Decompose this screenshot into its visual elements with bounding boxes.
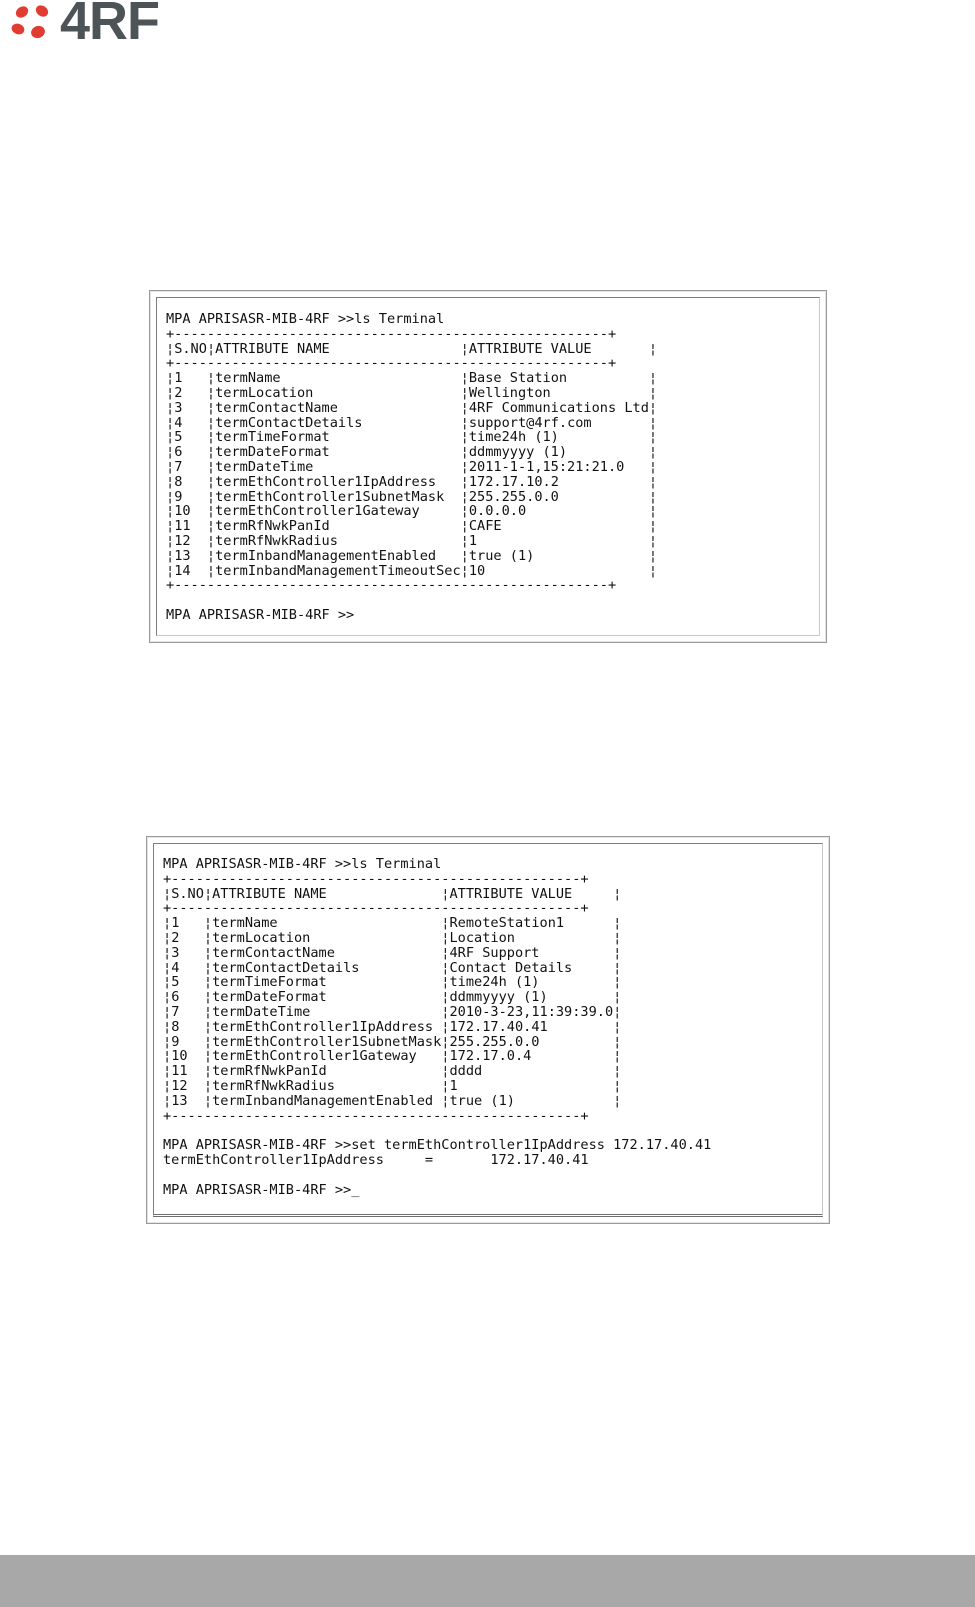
table-row: ¦8 ¦termEthController1IpAddress ¦172.17.40.41 ¦ [163, 1018, 622, 1035]
cell-sno: 10 [174, 503, 191, 520]
cell-sno: 8 [171, 1018, 180, 1035]
table-row: ¦4 ¦termContactDetails ¦support@4rf.com ¦ [166, 414, 658, 431]
cell-value: Base Station [468, 370, 568, 387]
table-row: ¦10 ¦termEthController1Gateway ¦172.17.0.4 ¦ [163, 1048, 622, 1065]
cell-value: ddmmyyyy (1) [468, 444, 568, 461]
table-row: ¦9 ¦termEthController1SubnetMask¦255.255.0.0 ¦ [163, 1033, 622, 1050]
cell-value: Contact Details [449, 959, 573, 976]
table-border: +--------------------------------------------------+ [163, 900, 589, 917]
table-row: ¦12 ¦termRfNwkRadius ¦1 ¦ [166, 532, 658, 549]
table-row: ¦9 ¦termEthController1SubnetMask ¦255.255.0.0 ¦ [166, 488, 658, 505]
cell-name: termContactDetails [215, 414, 363, 431]
cell-sno: 9 [171, 1033, 180, 1050]
table-row: ¦7 ¦termDateTime ¦2011-1-1,15:21:21.0 ¦ [166, 458, 658, 475]
table-border: +-----------------------------------------------------+ [166, 577, 617, 594]
cell-sno: 10 [171, 1048, 188, 1065]
prompt-line[interactable]: MPA APRISASR-MIB-4RF >>_ [163, 1181, 360, 1198]
table-row: ¦8 ¦termEthController1IpAddress ¦172.17.10.2 ¦ [166, 473, 658, 490]
cell-value: 4RF Communications Ltd [468, 399, 649, 416]
cell-value: 172.17.40.41 [449, 1018, 548, 1035]
table-row: ¦10 ¦termEthController1Gateway ¦0.0.0.0 ¦ [166, 503, 658, 520]
cell-name: termEthController1SubnetMask [212, 1033, 442, 1050]
cell-name: termEthController1Gateway [215, 503, 420, 520]
cell-name: termDateTime [215, 458, 314, 475]
header-attribute-value: ATTRIBUTE VALUE [468, 340, 592, 357]
cell-name: termRfNwkRadius [215, 532, 338, 549]
cell-value: 2011-1-1,15:21:21.0 [468, 458, 625, 475]
cell-name: termContactName [212, 944, 335, 961]
cell-name: termEthController1SubnetMask [215, 488, 445, 505]
cell-value: time24h (1) [449, 974, 540, 991]
cell-value: 172.17.0.4 [449, 1048, 532, 1065]
cell-sno: 9 [174, 488, 183, 505]
cell-name: termLocation [215, 384, 314, 401]
cell-value: Wellington [468, 384, 551, 401]
cell-value: true (1) [468, 547, 535, 564]
terminal-output [163, 857, 711, 1197]
cell-name: termEthController1IpAddress [212, 1018, 434, 1035]
cell-name: termInbandManagementEnabled [212, 1092, 434, 1109]
table-border: +--------------------------------------------------+ [163, 870, 589, 887]
cell-sno: 3 [171, 944, 180, 961]
cell-name: termContactDetails [212, 959, 360, 976]
terminal-screen [156, 297, 820, 636]
table-row: ¦3 ¦termContactName ¦4RF Communications Ltd¦ [166, 399, 658, 416]
terminal-output [166, 312, 657, 623]
table-row: ¦11 ¦termRfNwkPanId ¦CAFE ¦ [166, 518, 658, 535]
table-row: ¦14 ¦termInbandManagementTimeoutSec¦10 ¦ [166, 562, 658, 579]
set-command-line: MPA APRISASR-MIB-4RF >>set termEthController1IpAddress 172.17.40.41 [163, 1137, 712, 1154]
cell-name: termLocation [212, 929, 311, 946]
cell-value: support@4rf.com [468, 414, 592, 431]
header-sno: S.NO [174, 340, 207, 357]
table-row: ¦3 ¦termContactName ¦4RF Support ¦ [163, 944, 622, 961]
cell-sno: 7 [171, 1003, 180, 1020]
set-result-line: termEthController1IpAddress = 172.17.40.41 [163, 1151, 589, 1168]
table-row: ¦13 ¦termInbandManagementEnabled ¦true (1) ¦ [163, 1092, 622, 1109]
cell-sno: 2 [171, 929, 180, 946]
command-line: MPA APRISASR-MIB-4RF >>ls Terminal [166, 311, 445, 327]
cell-sno: 7 [174, 458, 183, 475]
command-line: MPA APRISASR-MIB-4RF >>ls Terminal [163, 856, 442, 872]
cell-value: 255.255.0.0 [468, 488, 559, 505]
cell-sno: 14 [174, 562, 191, 579]
cell-value: 0.0.0.0 [468, 503, 527, 520]
prompt-line[interactable]: MPA APRISASR-MIB-4RF >> [166, 606, 355, 623]
cell-name: termTimeFormat [215, 429, 330, 446]
cell-value: ddmmyyyy (1) [449, 989, 548, 1006]
table-row: ¦7 ¦termDateTime ¦2010-3-23,11:39:39.0¦ [163, 1003, 622, 1020]
cell-name: termDateTime [212, 1003, 311, 1020]
cell-value: time24h (1) [468, 429, 559, 446]
table-row: ¦5 ¦termTimeFormat ¦time24h (1) ¦ [166, 429, 658, 446]
table-border: +-----------------------------------------------------+ [166, 325, 617, 342]
table-header-row: ¦S.NO¦ATTRIBUTE NAME ¦ATTRIBUTE VALUE ¦ [163, 885, 622, 902]
table-row: ¦6 ¦termDateFormat ¦ddmmyyyy (1) ¦ [166, 444, 658, 461]
cell-value: 4RF Support [449, 944, 540, 961]
cell-value: 255.255.0.0 [449, 1033, 540, 1050]
cell-value: 172.17.10.2 [468, 473, 559, 490]
header-attribute-value: ATTRIBUTE VALUE [449, 885, 573, 902]
header-sno: S.NO [171, 885, 204, 902]
cell-value: 1 [449, 1077, 458, 1094]
cell-value: CAFE [468, 518, 502, 535]
cell-sno: 4 [171, 959, 180, 976]
table-row: ¦6 ¦termDateFormat ¦ddmmyyyy (1) ¦ [163, 989, 622, 1006]
table-row: ¦2 ¦termLocation ¦Location ¦ [163, 929, 622, 946]
table-row: ¦4 ¦termContactDetails ¦Contact Details ¦ [163, 959, 622, 976]
cell-sno: 13 [174, 547, 191, 564]
table-row: ¦11 ¦termRfNwkPanId ¦dddd ¦ [163, 1063, 622, 1080]
table-row: ¦13 ¦termInbandManagementEnabled ¦true (1) ¦ [166, 547, 658, 564]
terminal-window-ls-remote-station [146, 836, 830, 1224]
table-border: +--------------------------------------------------+ [163, 1107, 589, 1124]
cell-sno: 12 [174, 532, 191, 549]
table-row: ¦2 ¦termLocation ¦Wellington ¦ [166, 384, 658, 401]
cell-name: termName [215, 370, 281, 387]
header-attribute-name: ATTRIBUTE NAME [215, 340, 330, 357]
cell-sno: 5 [174, 429, 183, 446]
cell-sno: 4 [174, 414, 183, 431]
cell-name: termInbandManagementTimeoutSec [215, 562, 461, 579]
terminal-screen [153, 843, 823, 1217]
cell-sno: 2 [174, 384, 183, 401]
cell-name: termEthController1Gateway [212, 1048, 417, 1065]
header-attribute-name: ATTRIBUTE NAME [212, 885, 327, 902]
table-row: ¦12 ¦termRfNwkRadius ¦1 ¦ [163, 1077, 622, 1094]
table-border: +-----------------------------------------------------+ [166, 355, 617, 372]
cell-sno: 11 [174, 518, 191, 535]
cell-sno: 1 [171, 915, 180, 932]
cell-sno: 6 [171, 989, 180, 1006]
cell-sno: 6 [174, 444, 183, 461]
cell-sno: 1 [174, 370, 183, 387]
cell-value: 10 [468, 562, 486, 579]
cell-sno: 11 [171, 1063, 188, 1080]
cell-value: 2010-3-23,11:39:39.0 [449, 1003, 614, 1020]
table-body [166, 371, 657, 578]
cell-name: termEthController1IpAddress [215, 473, 437, 490]
cell-name: termInbandManagementEnabled [215, 547, 437, 564]
cell-name: termTimeFormat [212, 974, 327, 991]
table-row: ¦5 ¦termTimeFormat ¦time24h (1) ¦ [163, 974, 622, 991]
table-header-row: ¦S.NO¦ATTRIBUTE NAME ¦ATTRIBUTE VALUE ¦ [166, 340, 658, 357]
cell-name: termRfNwkRadius [212, 1077, 335, 1094]
cell-name: termContactName [215, 399, 338, 416]
cell-value: dddd [449, 1063, 483, 1080]
cell-name: termDateFormat [212, 989, 327, 1006]
logo-text: 4RF [60, 0, 160, 51]
cell-name: termRfNwkPanId [215, 518, 330, 535]
cell-sno: 8 [174, 473, 183, 490]
cell-name: termRfNwkPanId [212, 1063, 327, 1080]
company-logo [8, 0, 183, 51]
logo-petals-icon [8, 2, 58, 44]
cell-sno: 12 [171, 1077, 188, 1094]
table-row: ¦1 ¦termName ¦Base Station ¦ [166, 370, 658, 387]
table-row: ¦1 ¦termName ¦RemoteStation1 ¦ [163, 915, 622, 932]
cell-value: 1 [468, 532, 478, 549]
cell-name: termName [212, 915, 278, 932]
page-footer-bar [0, 1555, 975, 1607]
cell-sno: 13 [171, 1092, 188, 1109]
table-body [163, 916, 711, 1108]
cell-value: true (1) [449, 1092, 515, 1109]
cell-name: termDateFormat [215, 444, 330, 461]
cell-value: Location [449, 929, 515, 946]
cell-sno: 3 [174, 399, 183, 416]
cell-sno: 5 [171, 974, 180, 991]
cell-value: RemoteStation1 [449, 915, 565, 932]
terminal-window-ls-base-station [149, 290, 827, 643]
